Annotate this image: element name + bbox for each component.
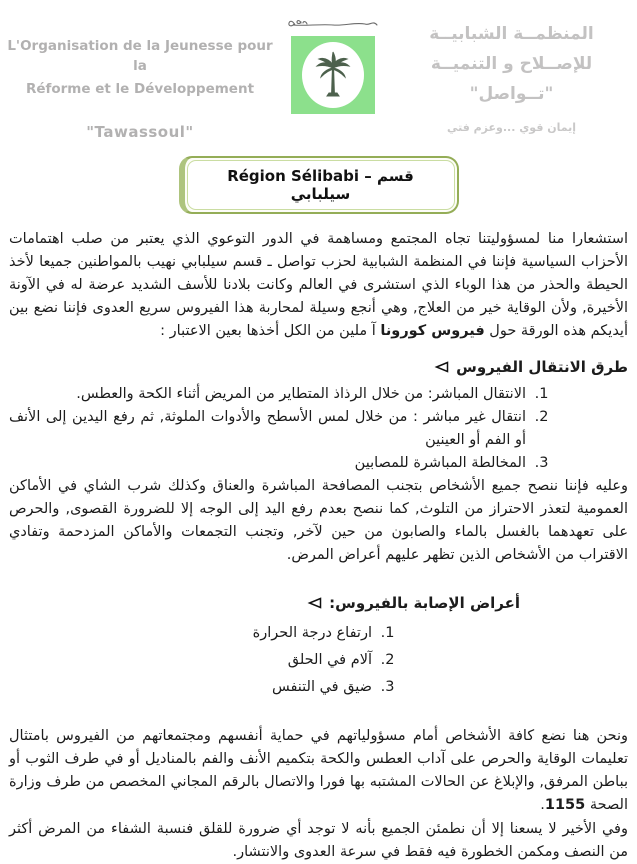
- region-title: [187, 160, 455, 210]
- list-item: 2. انتقال غير مباشر : من خلال لمس الأسطح والأدوات الملوثة, ثم رفع اليدين إلى الأنف أو الفم أو العينين: [9, 406, 530, 452]
- transmission-list: [9, 383, 628, 475]
- org-name-arabic: [392, 14, 631, 138]
- symptoms-list: [9, 620, 628, 701]
- org-slogan: إيمان قوي ...وعزم فتي: [446, 121, 577, 135]
- org-ar-line2: للإصــلاح و التنميــة: [430, 53, 593, 74]
- org-fr-short-name: "Tawassoul": [86, 122, 194, 141]
- org-name-french: [6, 14, 274, 143]
- org-ar-line3: "تــواصل": [469, 83, 554, 104]
- intro-paragraph: [9, 228, 628, 343]
- region-title-latin: Région Sélibabi –: [227, 167, 372, 186]
- section1-title: طرق الانتقال الفيروس: [456, 358, 628, 377]
- hotline-number-bold: 1155: [544, 797, 586, 814]
- intro-text: استشعارا منا لمسؤوليتنا تجاه المجتمع ومساهمة في الدور التوعوي الذي يعتبر من صلب اهتمامات الأحزاب السياسية فإننا في المنظمة الشبابية لحزب تواصل ـ قسم سيلبابي نهيب بالمواطنين جميعا لأخذ الحيطة والحذر من هذا الوباء الذي استشرى في العالم وكانت بلادنا للأسف الشديد عرضة له في الآونة الأخيرة, ولأن الوقاية خير من العلاج, وهي أنجع وسيلة لمحاربة هذا الفيروس سريع العدوى فإننا نضع بين أيديكم هذه الورقة حول: [9, 231, 628, 340]
- section2-title: أعراض الإصابة بالفيروس:: [329, 594, 520, 613]
- intro-text-end: آ ملين من الكل أخذها بعين الاعتبار :: [160, 323, 381, 340]
- letterhead: [0, 0, 637, 143]
- coronavirus-bold-text: فيروس كورونا: [380, 323, 485, 340]
- org-ar-line1: المنظمــة الشبابيــة: [429, 24, 594, 44]
- region-title-arabic: قسم سيلبابي: [290, 167, 414, 204]
- arrowhead-bullet-icon: [434, 357, 449, 380]
- arrowhead-bullet-icon: [307, 593, 322, 616]
- responsibility-paragraph: [9, 725, 628, 817]
- region-title-box: [179, 156, 459, 214]
- document-body: [0, 228, 637, 864]
- advice-paragraph: وعليه فإننا ننصح جميع الأشخاص بتجنب المصافحة المباشرة والعناق وكذلك شرب الشاي في الأماكن العمومية لتعذر الاحتراز من التلوث, كما ننصح بعدم رفع اليد إلى الوجه إلا للضرورة القصوى, والحرص على تعهدهما بالغسل بالماء والصابون من حين لآخر, وتجنب التجمعات والأماكن المزدحمة وتفادي الاقتراب من الأشخاص الذين تظهر عليهم أعراض المرض.: [9, 478, 628, 564]
- responsibility-text: ونحن هنا نضع كافة الأشخاص أمام مسؤولياتهم في حماية أنفسهم ومجتمعاتهم من الفيروس بامتثال تعليمات الوقاية والحرص على آداب العطس والكحة بتكميم الأنف والفم بالمناديل أو في طرف الثوب أو بباطن المرفق, والإبلاغ عن الحالات المشتبه بها فورا والاتصال بالرقم المجاني المخصص من طرف وزارة الصحة: [9, 728, 628, 814]
- section-heading-transmission: [9, 356, 628, 380]
- list-item: 3. المخالطة المباشرة للمصابين: [9, 452, 530, 475]
- palm-tree-icon: [310, 49, 356, 101]
- bismillah-calligraphy-icon: [285, 16, 381, 32]
- logo-block: [274, 14, 392, 114]
- org-fr-line1: L'Organisation de la Jeunesse pour la: [7, 38, 273, 75]
- responsibility-text-end: .: [540, 797, 545, 814]
- list-item: 2. آلام في الحلق: [9, 647, 376, 674]
- logo-oval: [302, 42, 364, 108]
- closing-paragraph: وفي الأخير لا يسعنا إلا أن نطمئن الجميع بأنه لا توجد أي ضرورة للقلق فنسبة الشفاء من المرض أكثر من النصف ومكمن الخطورة فيه فقط في سرعة العدوى والانتشار.: [9, 821, 628, 861]
- org-logo: [291, 36, 375, 114]
- section-heading-symptoms: [9, 592, 520, 616]
- list-item: 1. ارتفاع درجة الحرارة: [9, 620, 376, 647]
- org-fr-line2: Réforme et le Développement: [25, 80, 255, 97]
- list-item: 3. ضيق في التنفس: [9, 674, 376, 701]
- list-item: 1. الانتقال المباشر: من خلال الرذاذ المتطاير من المريض أثناء الكحة والعطس.: [9, 383, 530, 406]
